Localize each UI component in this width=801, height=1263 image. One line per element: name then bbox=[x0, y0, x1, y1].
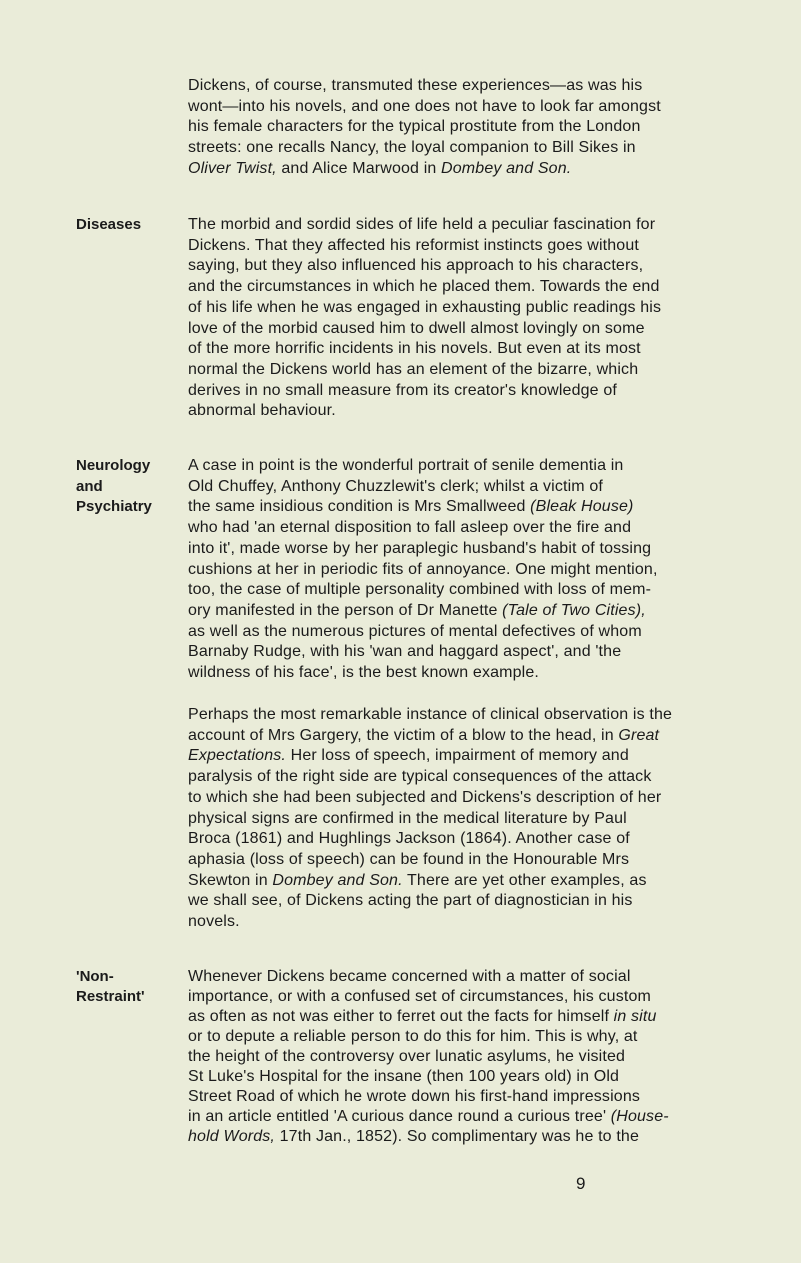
text-segment: There are yet other examples, as bbox=[402, 871, 647, 889]
text-segment: account of Mrs Gargery, the victim of a blow to the head, in bbox=[188, 726, 619, 744]
text-segment: abnormal behaviour. bbox=[188, 402, 336, 420]
text-line bbox=[188, 159, 661, 180]
text-line bbox=[188, 1087, 669, 1107]
text-line bbox=[188, 912, 672, 933]
text-line bbox=[188, 497, 658, 518]
text-line bbox=[188, 788, 672, 809]
text-line bbox=[188, 539, 658, 560]
text-line bbox=[188, 1067, 669, 1087]
text-segment: wildness of his face', is the best known example. bbox=[188, 664, 540, 682]
text-line bbox=[188, 236, 661, 257]
text-line bbox=[188, 117, 661, 138]
text-line bbox=[188, 622, 658, 643]
text-segment: physical signs are confirmed in the medical literature by Paul bbox=[188, 809, 627, 827]
text-line bbox=[188, 1007, 669, 1027]
text-segment: streets: one recalls Nancy, the loyal companion to Bill Sikes in bbox=[188, 139, 636, 157]
text-line bbox=[188, 1127, 669, 1147]
text-segment: of the more horrific incidents in his novels. But even at its most bbox=[188, 340, 641, 358]
italic-text: (Bleak House) bbox=[530, 498, 634, 516]
text-line bbox=[188, 1107, 669, 1127]
text-line bbox=[188, 767, 672, 788]
text-segment: Whenever Dickens became concerned with a matter of social bbox=[188, 968, 631, 985]
paragraph-non-restraint bbox=[188, 967, 669, 1147]
italic-text: (House- bbox=[610, 1108, 669, 1125]
text-segment: Dickens, of course, transmuted these experiences—as was his bbox=[188, 77, 643, 94]
text-segment: into it', made worse by her paraplegic husband's habit of tossing bbox=[188, 539, 652, 557]
paragraph-aphasia bbox=[188, 705, 672, 933]
text-segment: Her loss of speech, impairment of memory and bbox=[286, 747, 629, 765]
text-segment: paralysis of the right side are typical consequences of the attack bbox=[188, 768, 652, 786]
text-segment: Old Chuffey, Anthony Chuzzlewit's clerk; whilst a victim of bbox=[188, 477, 604, 495]
paragraph-diseases bbox=[188, 215, 661, 422]
text-segment: of his life when he was engaged in exhausting public readings his bbox=[188, 298, 662, 316]
text-line bbox=[188, 1047, 669, 1067]
text-segment: to which she had been subjected and Dickens's description of her bbox=[188, 788, 662, 806]
text-segment: as often as not was either to ferret out the facts for himself bbox=[188, 1008, 614, 1025]
text-segment: cushions at her in periodic fits of annoyance. One might mention, bbox=[188, 560, 658, 578]
text-segment: and the circumstances in which he placed them. Towards the end bbox=[188, 278, 660, 296]
side-label-line: Psychiatry bbox=[76, 498, 152, 516]
text-line bbox=[188, 642, 658, 663]
text-segment: saying, but they also influenced his approach to his characters, bbox=[188, 257, 644, 275]
text-line bbox=[188, 298, 661, 319]
text-line bbox=[188, 138, 661, 159]
text-segment: we shall see, of Dickens acting the part of diagnostician in his bbox=[188, 892, 633, 910]
text-segment: too, the case of multiple personality combined with loss of mem- bbox=[188, 581, 652, 599]
paragraph-prostitutes bbox=[188, 76, 661, 180]
text-line bbox=[188, 381, 661, 402]
text-line bbox=[188, 277, 661, 298]
text-segment: as well as the numerous pictures of mental defectives of whom bbox=[188, 622, 642, 640]
text-line bbox=[188, 987, 669, 1007]
text-segment: A case in point is the wonderful portrait of senile dementia in bbox=[188, 457, 624, 474]
text-segment: who had 'an eternal disposition to fall asleep over the fire and bbox=[188, 519, 632, 537]
text-line bbox=[188, 360, 661, 381]
text-segment: ory manifested in the person of Dr Manette bbox=[188, 601, 503, 619]
text-line bbox=[188, 97, 661, 118]
text-segment: normal the Dickens world has an element of the bizarre, which bbox=[188, 360, 639, 378]
paragraph-dementia bbox=[188, 456, 658, 684]
text-segment: love of the morbid caused him to dwell almost lovingly on some bbox=[188, 319, 645, 337]
text-line bbox=[188, 401, 661, 422]
text-segment: Street Road of which he wrote down his first-hand impressions bbox=[188, 1088, 641, 1105]
side-label-line: Diseases bbox=[76, 216, 142, 233]
text-segment: and Alice Marwood in bbox=[276, 159, 442, 177]
text-segment: Perhaps the most remarkable instance of clinical observation is the bbox=[188, 706, 673, 723]
text-line bbox=[188, 891, 672, 912]
italic-text: Great bbox=[618, 726, 660, 744]
text-segment: wont—into his novels, and one does not have to look far amongst bbox=[188, 97, 661, 115]
text-segment: The morbid and sordid sides of life held a peculiar fascination for bbox=[188, 216, 656, 233]
text-line bbox=[188, 76, 661, 97]
italic-text: Oliver Twist, bbox=[188, 159, 277, 177]
side-label-line: Restraint' bbox=[76, 988, 145, 1005]
text-segment: the height of the controversy over lunatic asylums, he visited bbox=[188, 1048, 626, 1065]
italic-text: Dombey and Son. bbox=[272, 871, 403, 889]
text-segment: St Luke's Hospital for the insane (then 100 years old) in Old bbox=[188, 1068, 620, 1085]
text-line bbox=[188, 477, 658, 498]
text-segment: in an article entitled 'A curious dance round a curious tree' bbox=[188, 1108, 611, 1125]
text-line bbox=[188, 580, 658, 601]
text-line bbox=[188, 850, 672, 871]
text-segment: aphasia (loss of speech) can be found in the Honourable Mrs bbox=[188, 850, 630, 868]
text-segment: derives in no small measure from its creator's knowledge of bbox=[188, 381, 617, 399]
text-line bbox=[188, 829, 672, 850]
text-line bbox=[188, 339, 661, 360]
text-segment: Skewton in bbox=[188, 871, 273, 889]
text-segment: 17th Jan., 1852). So complimentary was he to the bbox=[275, 1128, 640, 1145]
italic-text: in situ bbox=[613, 1008, 657, 1025]
text-line bbox=[188, 967, 669, 987]
text-line bbox=[188, 215, 661, 236]
text-line bbox=[188, 256, 661, 277]
side-label-non-restraint bbox=[76, 967, 145, 1007]
italic-text: Dombey and Son. bbox=[441, 159, 572, 177]
text-line bbox=[188, 705, 672, 726]
text-segment: Broca (1861) and Hughlings Jackson (1864). Another case of bbox=[188, 830, 630, 848]
text-line bbox=[188, 601, 658, 622]
text-line bbox=[188, 319, 661, 340]
text-line bbox=[188, 746, 672, 767]
side-label-neurology-psychiatry bbox=[76, 456, 152, 518]
text-segment: the same insidious condition is Mrs Smallweed bbox=[188, 498, 531, 516]
text-segment: his female characters for the typical prostitute from the London bbox=[188, 118, 641, 136]
text-line bbox=[188, 871, 672, 892]
italic-text: hold Words, bbox=[188, 1128, 276, 1145]
text-segment: or to depute a reliable person to do this for him. This is why, at bbox=[188, 1028, 638, 1045]
text-segment: Barnaby Rudge, with his 'wan and haggard aspect', and 'the bbox=[188, 643, 622, 661]
text-line bbox=[188, 456, 658, 477]
text-line bbox=[188, 726, 672, 747]
italic-text: (Tale of Two Cities), bbox=[502, 601, 646, 619]
text-line bbox=[188, 663, 658, 684]
page-number: 9 bbox=[576, 1174, 586, 1193]
text-line bbox=[188, 1027, 669, 1047]
text-segment: Dickens. That they affected his reformist instincts goes without bbox=[188, 236, 639, 254]
text-line bbox=[188, 560, 658, 581]
side-label-line: and bbox=[76, 477, 103, 495]
text-line bbox=[188, 518, 658, 539]
side-label-line: Neurology bbox=[76, 457, 151, 474]
side-label-diseases bbox=[76, 215, 141, 236]
text-segment: novels. bbox=[188, 913, 240, 931]
text-line bbox=[188, 809, 672, 830]
italic-text: Expectations. bbox=[188, 747, 287, 765]
side-label-line: 'Non- bbox=[76, 968, 114, 985]
text-segment: importance, or with a confused set of circumstances, his custom bbox=[188, 988, 651, 1005]
